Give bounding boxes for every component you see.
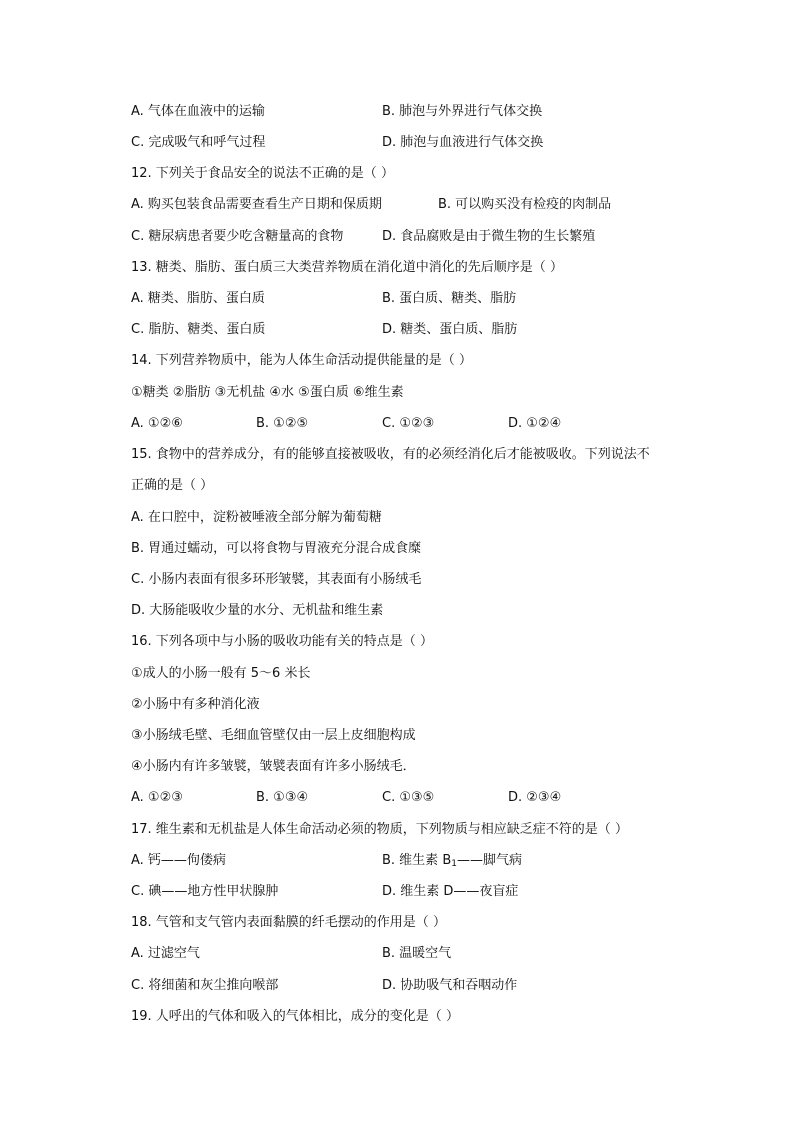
q16-option-c: C. ①③⑤ xyxy=(382,790,435,805)
q13-stem: 13. 糖类、脂肪、蛋白质三大类营养物质在消化道中消化的先后顺序是（ ） xyxy=(131,260,563,275)
q16-stem: 16. 下列各项中与小肠的吸收功能有关的特点是（ ） xyxy=(131,634,433,649)
q11-option-c: C. 完成吸气和呼气过程 xyxy=(131,135,266,150)
q16-option-b: B. ①③④ xyxy=(256,790,309,805)
q15-option-b: B. 胃通过蠕动，可以将食物与胃液充分混合成食糜 xyxy=(131,541,422,556)
q16-item-4: ④小肠内有许多皱襞，皱襞表面有许多小肠绒毛． xyxy=(131,759,416,774)
q11-option-b: B. 肺泡与外界进行气体交换 xyxy=(382,104,543,119)
q17-option-b-subscript: 1 xyxy=(451,859,457,869)
q17-option-a: A. 钙——佝偻病 xyxy=(131,853,226,868)
q12-stem: 12. 下列关于食品安全的说法不正确的是（ ） xyxy=(131,166,394,181)
q13-option-c: C. 脂肪、糖类、蛋白质 xyxy=(131,322,266,337)
q17-option-d: D. 维生素 D——夜盲症 xyxy=(382,884,519,899)
q12-option-a: A. 购买包装食品需要查看生产日期和保质期 xyxy=(131,197,382,212)
q18-option-b: B. 温暖空气 xyxy=(382,946,452,961)
q15-option-c: C. 小肠内表面有很多环形皱襞，其表面有小肠绒毛 xyxy=(131,572,422,587)
q18-option-a: A. 过滤空气 xyxy=(131,946,200,961)
q12-option-c: C. 糖尿病患者要少吃含糖量高的食物 xyxy=(131,229,344,244)
q12-option-d: D. 食品腐败是由于微生物的生长繁殖 xyxy=(382,229,596,244)
q16-item-2: ②小肠中有多种消化液 xyxy=(131,697,260,712)
q18-option-d: D. 协助吸气和吞咽动作 xyxy=(382,978,518,993)
q16-option-d: D. ②③④ xyxy=(508,790,562,805)
q13-option-a: A. 糖类、脂肪、蛋白质 xyxy=(131,291,265,306)
q17-option-b-prefix: B. 维生素 B xyxy=(382,853,452,868)
q15-stem-line2: 正确的是（ ） xyxy=(131,478,214,493)
q11-option-a: A. 气体在血液中的运输 xyxy=(131,104,265,119)
q12-option-b: B. 可以购买没有检疫的肉制品 xyxy=(438,197,612,212)
q17-option-c: C. 碘——地方性甲状腺肿 xyxy=(131,884,279,899)
q17-stem: 17. 维生素和无机盐是人体生命活动必须的物质，下列物质与相应缺乏症不符的是（ ） xyxy=(131,822,628,837)
q15-stem-line1: 15. 食物中的营养成分，有的能够直接被吸收，有的必须经消化后才能被吸收。下列说法不 xyxy=(131,447,650,462)
q15-option-d: D. 大肠能吸收少量的水分、无机盐和维生素 xyxy=(131,603,384,618)
q16-item-3: ③小肠绒毛壁、毛细血管壁仅由一层上皮细胞构成 xyxy=(131,728,416,743)
q13-option-d: D. 糖类、蛋白质、脂肪 xyxy=(382,322,518,337)
q14-option-b: B. ①②⑤ xyxy=(256,416,309,431)
q19-stem: 19. 人呼出的气体和吸入的气体相比，成分的变化是（ ） xyxy=(131,1009,459,1024)
q16-option-a: A. ①②③ xyxy=(131,790,183,805)
q14-option-c: C. ①②③ xyxy=(382,416,435,431)
q17-option-b xyxy=(382,851,522,874)
q11-option-d: D. 肺泡与血液进行气体交换 xyxy=(382,135,544,150)
q14-option-a: A. ①②⑥ xyxy=(131,416,183,431)
q14-option-d: D. ①②④ xyxy=(508,416,562,431)
q16-item-1: ①成人的小肠一般有 5～6 米长 xyxy=(131,666,311,681)
q18-option-c: C. 将细菌和灰尘推向喉部 xyxy=(131,978,279,993)
q17-option-b-suffix: ——脚气病 xyxy=(456,853,522,868)
q13-option-b: B. 蛋白质、糖类、脂肪 xyxy=(382,291,517,306)
q18-stem: 18. 气管和支气管内表面黏膜的纤毛摆动的作用是（ ） xyxy=(131,915,446,930)
q15-option-a: A. 在口腔中，淀粉被唾液全部分解为葡萄糖 xyxy=(131,510,382,525)
q14-items: ①糖类 ②脂肪 ③无机盐 ④水 ⑤蛋白质 ⑥维生素 xyxy=(131,385,404,400)
q14-stem: 14. 下列营养物质中，能为人体生命活动提供能量的是（ ） xyxy=(131,353,472,368)
